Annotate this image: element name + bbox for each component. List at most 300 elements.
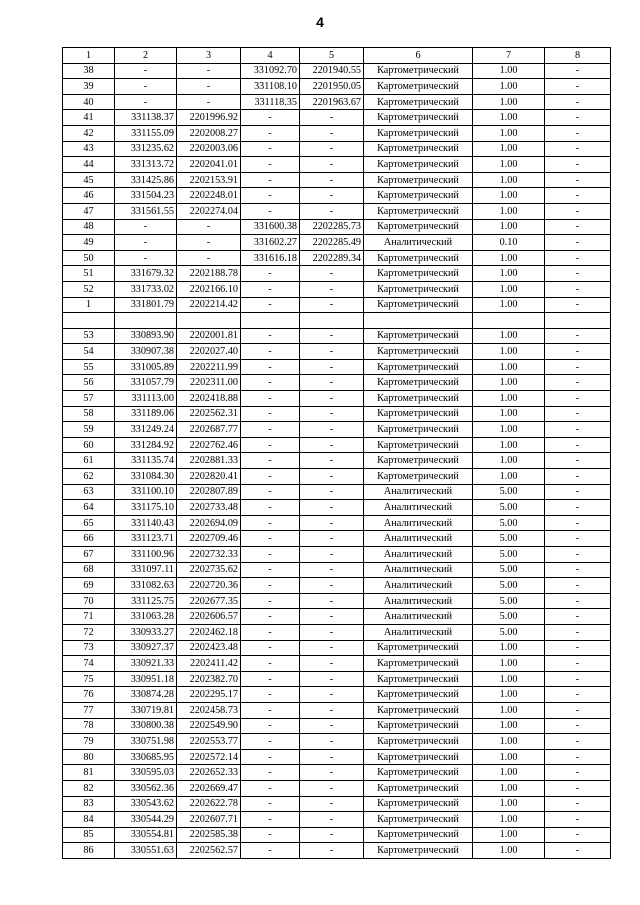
table-cell-col2: - (115, 79, 177, 95)
table-cell-col7: 1.00 (473, 266, 545, 282)
table-cell-col7: 1.00 (473, 671, 545, 687)
table-cell-col5: - (300, 422, 364, 438)
table-cell-col1: 63 (63, 484, 115, 500)
table-cell-col6: Картометрический (364, 827, 473, 843)
table-cell-col7: 5.00 (473, 609, 545, 625)
table-row (63, 172, 611, 188)
table-cell-col6: Картометрический (364, 843, 473, 859)
table-cell-col7: 1.00 (473, 250, 545, 266)
table-cell-col7: 1.00 (473, 469, 545, 485)
table-cell-col6: Аналитический (364, 235, 473, 251)
table-cell-col2: 331425.86 (115, 172, 177, 188)
table-cell-col6: Картометрический (364, 656, 473, 672)
page-number: 4 (316, 14, 324, 30)
table-body (63, 63, 611, 858)
table-cell-col2: 330933.27 (115, 624, 177, 640)
table-cell-col6: Аналитический (364, 609, 473, 625)
table-cell-col3: 2202881.33 (177, 453, 241, 469)
table-cell-col8: - (545, 843, 611, 859)
table-row (63, 406, 611, 422)
table-cell-col4: - (241, 375, 300, 391)
table-cell-col2: - (115, 94, 177, 110)
table-cell-col3: 2202732.33 (177, 547, 241, 563)
table-cell-col3: 2202553.77 (177, 734, 241, 750)
table-cell-col1: 72 (63, 624, 115, 640)
table-cell-col3: 2202622.78 (177, 796, 241, 812)
table-cell-col1: 70 (63, 593, 115, 609)
table-cell-col1: 74 (63, 656, 115, 672)
table-cell-col3: 2202549.90 (177, 718, 241, 734)
table-cell-col3: 2202411.42 (177, 656, 241, 672)
table-cell-col8: - (545, 640, 611, 656)
table-cell-col7: 1.00 (473, 812, 545, 828)
table-cell-col6: Картометрический (364, 328, 473, 344)
table-cell-col8: - (545, 702, 611, 718)
table-cell-col8: - (545, 281, 611, 297)
table-header-row (63, 48, 611, 64)
table-cell-col4: - (241, 469, 300, 485)
table-cell-col7: 1.00 (473, 203, 545, 219)
table-cell-col2: 331733.02 (115, 281, 177, 297)
table-cell-col7: 5.00 (473, 500, 545, 516)
table-cell-col8: - (545, 203, 611, 219)
table-cell-col8: - (545, 453, 611, 469)
table-cell-col7: 1.00 (473, 359, 545, 375)
table-cell-col2: 331189.06 (115, 406, 177, 422)
table-row (63, 469, 611, 485)
table-row (63, 453, 611, 469)
table-cell-col1: 42 (63, 125, 115, 141)
table-cell-col1: 46 (63, 188, 115, 204)
table-row (63, 281, 611, 297)
table-cell-col1: 38 (63, 63, 115, 79)
table-cell-col5: - (300, 266, 364, 282)
table-cell-col3: 2202762.46 (177, 437, 241, 453)
table-cell-col2: 331561.55 (115, 203, 177, 219)
table-cell-col2: 331175.10 (115, 500, 177, 516)
table-cell-col3: 2202274.04 (177, 203, 241, 219)
table-row (63, 593, 611, 609)
table-cell-col6: Картометрический (364, 125, 473, 141)
table-row (63, 235, 611, 251)
table-cell-col2: 331679.32 (115, 266, 177, 282)
table-cell-col4: - (241, 609, 300, 625)
table-cell-col2: 331504.23 (115, 188, 177, 204)
table-cell-col3: 2202153.91 (177, 172, 241, 188)
table-cell-col7: 5.00 (473, 515, 545, 531)
table-row (63, 63, 611, 79)
table-cell-col4: - (241, 484, 300, 500)
table-row (63, 219, 611, 235)
table-cell-col5: - (300, 812, 364, 828)
table-cell-col8: - (545, 188, 611, 204)
table-row (63, 375, 611, 391)
table-cell-col6: Картометрический (364, 344, 473, 360)
table-cell-col1: 85 (63, 827, 115, 843)
table-cell-col4: 331602.27 (241, 235, 300, 251)
table-cell-col7: 1.00 (473, 110, 545, 126)
table-cell-col6: Картометрический (364, 406, 473, 422)
table-cell-col3: 2202562.31 (177, 406, 241, 422)
table-cell-col4 (241, 313, 300, 329)
table-cell-col3: 2202214.42 (177, 297, 241, 313)
table-cell-col7: 1.00 (473, 422, 545, 438)
table-cell-col3: 2202188.78 (177, 266, 241, 282)
table-cell-col7: 5.00 (473, 578, 545, 594)
table-row (63, 578, 611, 594)
table-row (63, 734, 611, 750)
table-cell-col5: 2201940.55 (300, 63, 364, 79)
table-cell-col8: - (545, 375, 611, 391)
table-cell-col4: - (241, 515, 300, 531)
column-header-8: 8 (545, 48, 611, 64)
table-cell-col1: 67 (63, 547, 115, 563)
table-cell-col4: 331092.70 (241, 63, 300, 79)
table-cell-col3: 2202562.57 (177, 843, 241, 859)
coordinates-table (62, 47, 611, 859)
table-cell-col5: - (300, 110, 364, 126)
table-cell-col8: - (545, 812, 611, 828)
table-cell-col7: 1.00 (473, 79, 545, 95)
table-cell-col5: - (300, 562, 364, 578)
table-cell-col8: - (545, 344, 611, 360)
table-cell-col6: Картометрический (364, 172, 473, 188)
table-cell-col3: 2202382.70 (177, 671, 241, 687)
table-cell-col8: - (545, 687, 611, 703)
table-cell-col3: 2202607.71 (177, 812, 241, 828)
table-cell-col2: 330543.62 (115, 796, 177, 812)
table-row (63, 141, 611, 157)
table-cell-col4: - (241, 780, 300, 796)
table-cell-col1: 65 (63, 515, 115, 531)
table-cell-col4: - (241, 765, 300, 781)
table-cell-col7: 1.00 (473, 827, 545, 843)
table-cell-col4: - (241, 188, 300, 204)
table-cell-col6: Аналитический (364, 500, 473, 516)
table-cell-col7: 1.00 (473, 344, 545, 360)
table-cell-col4: - (241, 734, 300, 750)
table-cell-col8: - (545, 515, 611, 531)
table-cell-col5: 2202285.49 (300, 235, 364, 251)
table-cell-col4: - (241, 391, 300, 407)
table-cell-col4: - (241, 718, 300, 734)
table-cell-col2: 331249.24 (115, 422, 177, 438)
table-cell-col6: Картометрический (364, 281, 473, 297)
table-cell-col8: - (545, 266, 611, 282)
table-cell-col3: - (177, 219, 241, 235)
table-row (63, 796, 611, 812)
table-cell-col1: 73 (63, 640, 115, 656)
table-cell-col2: 331235.62 (115, 141, 177, 157)
table-cell-col5 (300, 313, 364, 329)
column-header-6: 6 (364, 48, 473, 64)
table-cell-col5: - (300, 172, 364, 188)
table-cell-col1: 59 (63, 422, 115, 438)
table-cell-col4: - (241, 453, 300, 469)
table-cell-col7: 1.00 (473, 796, 545, 812)
table-cell-col7: 5.00 (473, 531, 545, 547)
table-cell-col5: - (300, 391, 364, 407)
table-row (63, 765, 611, 781)
table-cell-col1: 84 (63, 812, 115, 828)
table-cell-col8: - (545, 406, 611, 422)
table-cell-col3: 2202003.06 (177, 141, 241, 157)
table-cell-col3: 2202687.77 (177, 422, 241, 438)
table-cell-col8: - (545, 656, 611, 672)
table-cell-col4: - (241, 624, 300, 640)
table-cell-col2: 330685.95 (115, 749, 177, 765)
table-cell-col5: - (300, 297, 364, 313)
table-cell-col3: 2202001.81 (177, 328, 241, 344)
table-cell-col5: - (300, 453, 364, 469)
table-cell-col2: 331097.11 (115, 562, 177, 578)
table-row (63, 484, 611, 500)
table-cell-col2: 330951.18 (115, 671, 177, 687)
table-row (63, 640, 611, 656)
table-cell-col3: 2202585.38 (177, 827, 241, 843)
table-cell-col3: 2202677.35 (177, 593, 241, 609)
table-cell-col7: 1.00 (473, 687, 545, 703)
table-cell-col1: 64 (63, 500, 115, 516)
table-cell-col8: - (545, 671, 611, 687)
table-cell-col8: - (545, 500, 611, 516)
table-cell-col8: - (545, 780, 611, 796)
table-cell-col4: - (241, 203, 300, 219)
table-row (63, 671, 611, 687)
table-cell-col1: 47 (63, 203, 115, 219)
table-cell-col4: - (241, 671, 300, 687)
table-cell-col3: 2202694.09 (177, 515, 241, 531)
column-header-5: 5 (300, 48, 364, 64)
table-cell-col4: - (241, 406, 300, 422)
table-cell-col4: - (241, 827, 300, 843)
table-cell-col1: 76 (63, 687, 115, 703)
table-row (63, 780, 611, 796)
table-cell-col6: Картометрический (364, 94, 473, 110)
table-cell-col5: - (300, 593, 364, 609)
table-cell-col7: 1.00 (473, 640, 545, 656)
table-row (63, 843, 611, 859)
table-row (63, 422, 611, 438)
table-row (63, 624, 611, 640)
table-cell-col8: - (545, 359, 611, 375)
table-cell-col1: 68 (63, 562, 115, 578)
table-cell-col7: 1.00 (473, 656, 545, 672)
table-cell-col6: Картометрический (364, 157, 473, 173)
table-cell-col4: - (241, 328, 300, 344)
table-cell-col8: - (545, 172, 611, 188)
table-row (63, 500, 611, 516)
table-row (63, 359, 611, 375)
table-cell-col2: 331100.96 (115, 547, 177, 563)
table-cell-col1: 69 (63, 578, 115, 594)
table-cell-col2: 331123.71 (115, 531, 177, 547)
table-row (63, 391, 611, 407)
table-cell-col5: - (300, 328, 364, 344)
table-cell-col5: - (300, 827, 364, 843)
table-cell-col5: - (300, 547, 364, 563)
column-header-3: 3 (177, 48, 241, 64)
table-row (63, 125, 611, 141)
table-cell-col3: 2202041.01 (177, 157, 241, 173)
table-cell-col6: Картометрический (364, 110, 473, 126)
table-cell-col7: 1.00 (473, 94, 545, 110)
table-cell-col1: 80 (63, 749, 115, 765)
table-cell-col1: 71 (63, 609, 115, 625)
table-cell-col5: - (300, 344, 364, 360)
table-cell-col5: - (300, 157, 364, 173)
table-cell-col2: 330874.28 (115, 687, 177, 703)
table-cell-col8: - (545, 250, 611, 266)
table-cell-col8: - (545, 297, 611, 313)
table-cell-col1: 48 (63, 219, 115, 235)
table-cell-col7: 1.00 (473, 391, 545, 407)
table-cell-col5: - (300, 702, 364, 718)
table-cell-col3: 2202008.27 (177, 125, 241, 141)
table-cell-col1: 43 (63, 141, 115, 157)
table-cell-col5: - (300, 843, 364, 859)
table-cell-col3: - (177, 79, 241, 95)
table-cell-col8: - (545, 827, 611, 843)
table-cell-col7: 1.00 (473, 281, 545, 297)
table-cell-col5: 2202285.73 (300, 219, 364, 235)
table-cell-col4: - (241, 843, 300, 859)
table-cell-col2: 330907.38 (115, 344, 177, 360)
table-cell-col2: 330544.29 (115, 812, 177, 828)
table-row (63, 437, 611, 453)
table-cell-col5: - (300, 624, 364, 640)
table-cell-col6: Картометрический (364, 640, 473, 656)
table-cell-col2: - (115, 250, 177, 266)
table-cell-col7: 1.00 (473, 375, 545, 391)
table-cell-col5: - (300, 656, 364, 672)
table-cell-col2: 331313.72 (115, 157, 177, 173)
table-cell-col4: - (241, 422, 300, 438)
table-cell-col6: Картометрический (364, 359, 473, 375)
table-cell-col7: 1.00 (473, 734, 545, 750)
table-cell-col6: Картометрический (364, 765, 473, 781)
table-cell-col8: - (545, 328, 611, 344)
table-cell-col3: - (177, 250, 241, 266)
table-cell-col6: Аналитический (364, 547, 473, 563)
table-cell-col4: - (241, 500, 300, 516)
table-cell-col3: 2202462.18 (177, 624, 241, 640)
table-cell-col2: 331284.92 (115, 437, 177, 453)
table-cell-col2: 330751.98 (115, 734, 177, 750)
table-cell-col2: 330595.03 (115, 765, 177, 781)
table-cell-col8: - (545, 79, 611, 95)
table-cell-col2: - (115, 63, 177, 79)
table-cell-col3: 2202423.48 (177, 640, 241, 656)
table-cell-col4: - (241, 141, 300, 157)
table-cell-col6: Картометрический (364, 702, 473, 718)
table-cell-col1: 1 (63, 297, 115, 313)
table-cell-col7: 1.00 (473, 749, 545, 765)
table-cell-col5: - (300, 780, 364, 796)
table-cell-col3: 2202709.46 (177, 531, 241, 547)
table-cell-col4: - (241, 796, 300, 812)
table-cell-col4: - (241, 125, 300, 141)
table-row (63, 812, 611, 828)
table-cell-col4: - (241, 344, 300, 360)
table-cell-col4: - (241, 110, 300, 126)
table-cell-col6: Картометрический (364, 141, 473, 157)
table-cell-col2: 331140.43 (115, 515, 177, 531)
table-cell-col2: - (115, 235, 177, 251)
table-cell-col7 (473, 313, 545, 329)
table-cell-col8: - (545, 734, 611, 750)
table-cell-col4: - (241, 578, 300, 594)
table-cell-col1: 58 (63, 406, 115, 422)
table-cell-col2: 331113.00 (115, 391, 177, 407)
table-cell-col1: 49 (63, 235, 115, 251)
table-cell-col1: 56 (63, 375, 115, 391)
table-cell-col5: - (300, 687, 364, 703)
table-cell-col6 (364, 313, 473, 329)
table-cell-col7: 1.00 (473, 780, 545, 796)
table-cell-col6: Картометрический (364, 188, 473, 204)
table-cell-col7: 1.00 (473, 125, 545, 141)
table-cell-col4: 331600.38 (241, 219, 300, 235)
table-cell-col2: 330554.81 (115, 827, 177, 843)
table-cell-col8: - (545, 422, 611, 438)
table-cell-col1: 57 (63, 391, 115, 407)
table-cell-col5: - (300, 718, 364, 734)
table-cell-col6: Картометрический (364, 718, 473, 734)
table-row (63, 328, 611, 344)
table-cell-col7: 1.00 (473, 141, 545, 157)
table-cell-col6: Картометрический (364, 219, 473, 235)
table-cell-col3: 2202572.14 (177, 749, 241, 765)
table-cell-col5: - (300, 203, 364, 219)
table-cell-col4: - (241, 437, 300, 453)
table-cell-col1: 86 (63, 843, 115, 859)
table-cell-col1: 40 (63, 94, 115, 110)
table-cell-col8: - (545, 593, 611, 609)
table-row (63, 344, 611, 360)
table-cell-col7: 5.00 (473, 593, 545, 609)
table-cell-col7: 1.00 (473, 765, 545, 781)
table-cell-col2: 330800.38 (115, 718, 177, 734)
table-row (63, 827, 611, 843)
column-header-4: 4 (241, 48, 300, 64)
table-cell-col5: - (300, 359, 364, 375)
table-cell-col4: - (241, 281, 300, 297)
table-cell-col6: Картометрический (364, 203, 473, 219)
table-row (63, 266, 611, 282)
table-cell-col5: - (300, 671, 364, 687)
table-cell-col4: - (241, 157, 300, 173)
table-cell-col5: 2202289.34 (300, 250, 364, 266)
table-row (63, 110, 611, 126)
table-cell-col8: - (545, 469, 611, 485)
table-cell-col1: 61 (63, 453, 115, 469)
table-cell-col4: - (241, 266, 300, 282)
table-cell-col4: - (241, 172, 300, 188)
table-row (63, 297, 611, 313)
table-cell-col6: Картометрический (364, 63, 473, 79)
table-cell-col4: - (241, 562, 300, 578)
table-cell-col8: - (545, 624, 611, 640)
table-cell-col7: 5.00 (473, 547, 545, 563)
table-row (63, 79, 611, 95)
table-cell-col7: 1.00 (473, 172, 545, 188)
table-cell-col5: - (300, 484, 364, 500)
table-cell-col2: 331155.09 (115, 125, 177, 141)
table-cell-col6: Картометрический (364, 469, 473, 485)
table-cell-col7: 1.00 (473, 453, 545, 469)
table-cell-col2: 331082.63 (115, 578, 177, 594)
